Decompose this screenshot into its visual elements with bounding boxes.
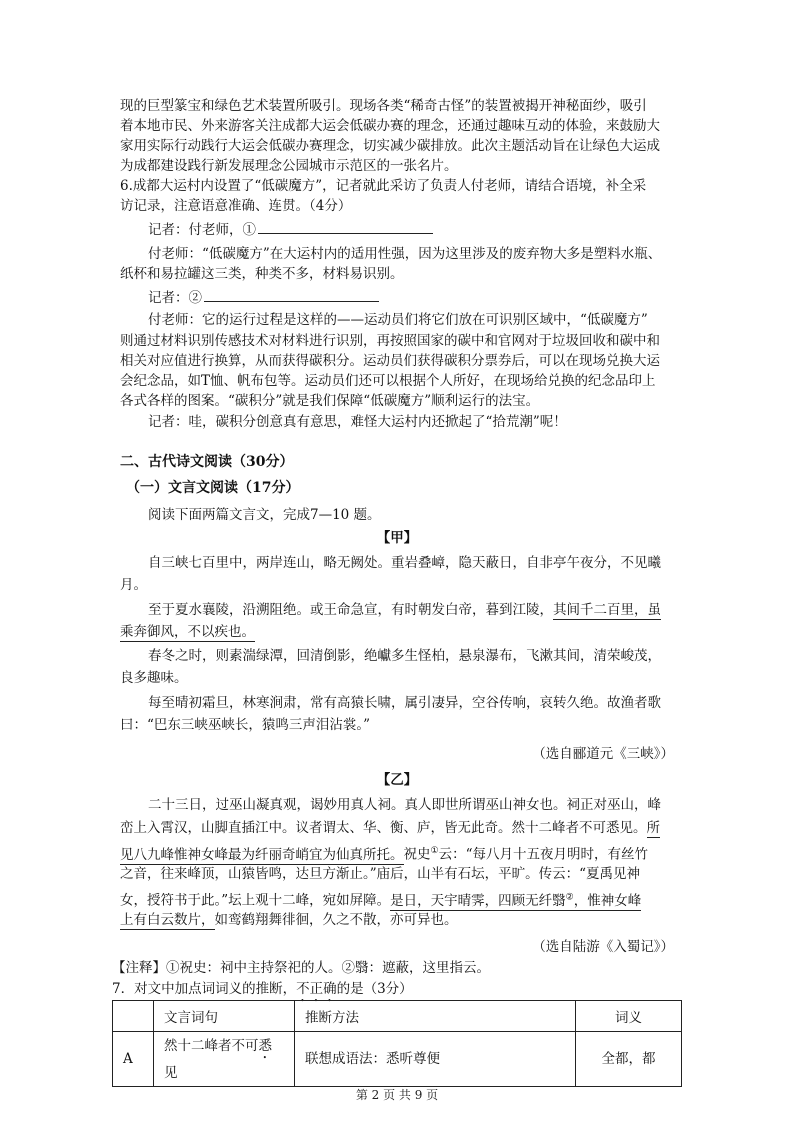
passage-source: （选自陆游《入蜀记》） bbox=[532, 939, 674, 955]
footnote-mark: ② bbox=[565, 892, 574, 902]
answer-blank-1[interactable] bbox=[258, 219, 433, 234]
underlined-sentence: 所 bbox=[646, 820, 660, 836]
page-footer: 第 2 页 共 9 页 bbox=[355, 1088, 439, 1102]
passage-text: 女，授符书于此。”坛上观十二峰，宛如屏障。 bbox=[120, 892, 391, 909]
passage-label-yi: 【乙】 bbox=[376, 772, 418, 788]
table-cell-option: A bbox=[113, 1032, 154, 1087]
passage-text: 至于夏水襄陵，沿溯阻绝。或王命急宣，有时朝发白帝，暮到江陵， bbox=[148, 602, 553, 618]
passage-line: 曰：“巴东三峡巫峡长，猿鸣三声泪沾裳。” bbox=[120, 717, 371, 733]
table-header-cell bbox=[113, 1001, 154, 1032]
emphasis-text: 不正确 bbox=[296, 981, 337, 997]
underlined-sentence: 上有白云数片， bbox=[120, 912, 215, 928]
instruction: 阅读下面两篇文言文，完成7—10 题。 bbox=[148, 507, 381, 523]
passage-line: 二十三日，过巫山凝真观，谒妙用真人祠。真人即世所谓巫山神女也。祠正对巫山，峰 bbox=[148, 797, 661, 813]
underlined-text: ，惟神女峰 bbox=[573, 892, 642, 909]
teacher-line: 会纪念品，如T恤、帆布包等。运动员们还可以根据个人所好，在现场给兑换的纪念品印上 bbox=[120, 373, 656, 389]
passage-line bbox=[120, 818, 660, 838]
phrase-text: 然十二峰者不可悉见 bbox=[164, 1037, 272, 1081]
passage-text: 云：“每八月十五夜月明时，有丝竹 bbox=[438, 846, 648, 863]
underlined-sentence bbox=[390, 893, 641, 911]
table-header-cell: 词义 bbox=[576, 1001, 682, 1032]
reporter-text: 记者：付老师，① bbox=[148, 222, 256, 238]
teacher-line: 各式各样的图案。“碳积分”就是我们保障“低碳魔方”顺利运行的法宝。 bbox=[120, 393, 540, 409]
passage-line: 每至晴初霜旦，林寒涧肃，常有高猿长啸，属引凄异，空谷传响，哀转久绝。故渔者歌 bbox=[148, 695, 661, 711]
table-header-cell: 文言词句 bbox=[154, 1001, 295, 1032]
passage-line: 良多趣味。 bbox=[120, 670, 188, 686]
passage-line: 月。 bbox=[120, 577, 147, 593]
table-cell-method: 联想成语法：悉听尊便 bbox=[295, 1032, 576, 1087]
passage-line bbox=[120, 910, 458, 930]
teacher-line: 相关对应值进行换算，从而获得碳积分。运动员们获得碳积分票券后，可以在现场兑换大运 bbox=[120, 353, 660, 369]
section-title: 二、古代诗文阅读（30分） bbox=[120, 454, 294, 470]
footnote-mark: ① bbox=[430, 846, 439, 856]
answer-blank-2[interactable] bbox=[204, 287, 379, 302]
table-cell-meaning: 全都，都 bbox=[576, 1032, 682, 1087]
text-line: 为成都建设践行新发展理念公园城市示范区的一张名片。 bbox=[120, 158, 458, 174]
reporter-line-3: 记者：哇，碳积分创意真有意思，难怪大运村内还掀起了“拾荒潮”呢！ bbox=[148, 414, 567, 430]
teacher-line: 纸杯和易拉罐这三类，种类不多，材料易识别。 bbox=[120, 266, 404, 282]
text-line: 现的巨型篆宝和绿色艺术装置所吸引。现场各类“稀奇古怪”的装置被揭开神秘面纱，吸引 bbox=[120, 98, 647, 114]
passage-text: 祝史 bbox=[403, 846, 431, 863]
underlined-text: 是日，天宇晴霁，四顾无纤翳 bbox=[390, 892, 566, 909]
passage-line: 春冬之时，则素湍绿潭，回清倒影，绝巘多生怪柏，悬泉瀑布，飞漱其间，清荣峻茂， bbox=[148, 648, 661, 664]
question-6: 6.成都大运村内设置了“低碳魔方”，记者就此采访了负责人付老师，请结合语境，补全采 bbox=[120, 178, 647, 194]
teacher-line: 则通过材料识别传感技术对材料进行识别，再按照国家的碳中和官网对于垃圾回收和碳中和 bbox=[120, 333, 660, 349]
table-header-row bbox=[113, 1001, 682, 1032]
question-text: 7．对文中加点词词义的推断， bbox=[112, 981, 297, 997]
annotations: 【注释】①祝史：祠中主持祭祀的人。②翳：遮蔽，这里指云。 bbox=[112, 960, 490, 976]
question-7-table bbox=[112, 1000, 682, 1087]
passage-line bbox=[120, 622, 255, 642]
passage-label-jia: 【甲】 bbox=[376, 530, 418, 546]
question-6-cont: 访记录，注意语意准确、连贯。（4分） bbox=[120, 198, 352, 214]
underlined-sentence: 见八九峰惟神女峰最为纤丽奇峭宜为仙真所托。 bbox=[120, 846, 404, 863]
passage-line bbox=[120, 887, 641, 911]
passage-source: （选自郦道元《三峡》） bbox=[532, 746, 674, 762]
text-line: 着本地市民、外来游客关注成都大运会低碳办赛的理念，还通过趣味互动的体验，来鼓励大 bbox=[120, 118, 660, 134]
passage-text: 峦上入霄汉，山脚直插江中。议者谓太、华、衡、庐，皆无此奇。然十二峰者不可悉见。 bbox=[120, 820, 647, 836]
passage-line: 自三峡七百里中，两岸连山，略无阙处。重岩叠嶂，隐天蔽日，自非亭午夜分，不见曦 bbox=[148, 555, 661, 571]
question-text: 的是（3分） bbox=[336, 981, 413, 997]
underlined-sentence: 乘奔御风，不以疾也。 bbox=[120, 624, 255, 640]
reporter-text: 记者：② bbox=[148, 290, 202, 306]
teacher-line: 付老师：“低碳魔方”在大运村内的适用性强，因为这里涉及的废弃物大多是塑料水瓶、 bbox=[148, 246, 662, 262]
subsection-title: （一）文言文阅读（17分） bbox=[126, 480, 300, 496]
text-line: 家用实际行动践行大运会低碳办赛理念，切实减少碳排放。此次主题活动旨在让绿色大运成 bbox=[120, 138, 660, 154]
table-row bbox=[113, 1032, 682, 1087]
passage-line bbox=[148, 600, 661, 620]
passage-text: 如鸾鹤翔舞徘徊，久之不散，亦可异也。 bbox=[214, 912, 458, 928]
passage-line: 之音，往来峰顶，山猿皆鸣，达旦方渐止。”庙后，山半有石坛，平旷。传云：“夏禹见神 bbox=[120, 866, 641, 882]
table-header-cell: 推断方法 bbox=[295, 1001, 576, 1032]
teacher-line: 付老师：它的运行过程是这样的——运动员们将它们放在可识别区域中，“低碳魔方” bbox=[148, 312, 648, 328]
table-cell-phrase bbox=[154, 1032, 295, 1087]
underlined-sentence: 其间千二百里，虽 bbox=[553, 602, 661, 618]
passage-line bbox=[120, 841, 648, 865]
reporter-line-2 bbox=[148, 287, 379, 308]
reporter-line-1 bbox=[148, 219, 433, 240]
